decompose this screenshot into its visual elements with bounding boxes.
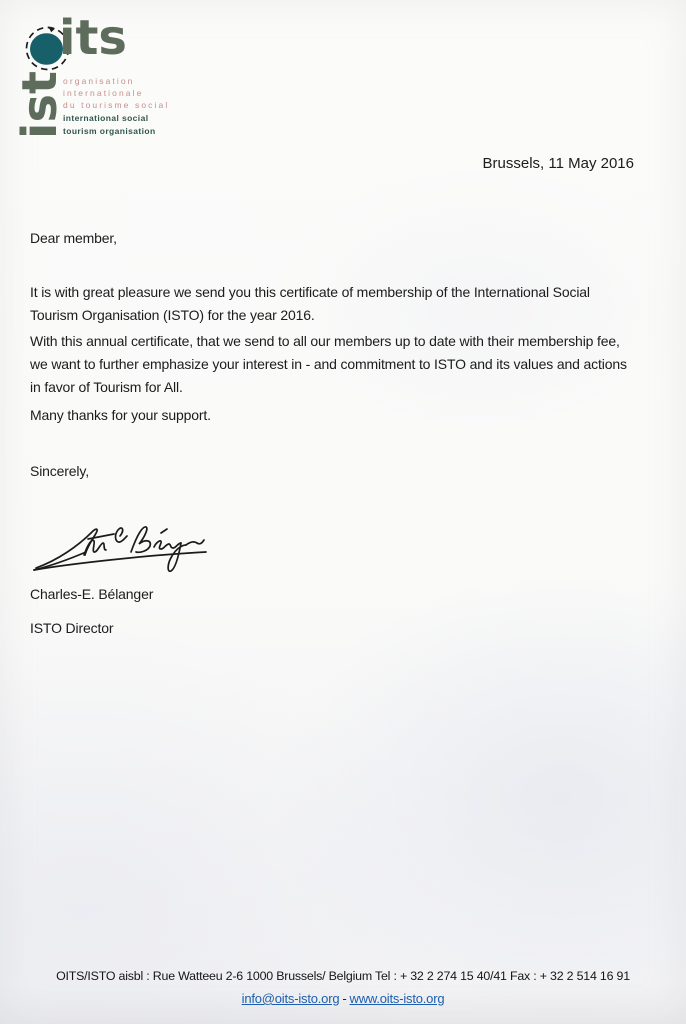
paragraph-line: Tourism Organisation (ISTO) for the year 2016. (30, 307, 315, 323)
paragraph-line: With this annual certificate, that we send to all our members up to date with their membership fee, (30, 333, 620, 349)
logo-tagline-fr-line: du tourisme social (63, 100, 170, 110)
paragraph-1 (30, 281, 590, 327)
paragraph-2 (30, 330, 627, 399)
closing (30, 460, 89, 483)
logo-text-its: its (59, 10, 127, 66)
footer-link-separator: - (342, 991, 347, 1006)
isto-logo (0, 0, 230, 150)
paragraph-line: Many thanks for your support. (30, 407, 211, 423)
closing-text: Sincerely, (30, 463, 89, 479)
footer-address-line: OITS/ISTO aisbl : Rue Watteeu 2-6 1000 Brussels/ Belgium Tel : + 32 2 274 15 40/41 Fax : + 32 2 514 16 91 (56, 969, 630, 983)
footer-email-link[interactable]: info@oits-isto.org (241, 991, 340, 1006)
signer-name-text: Charles-E. Bélanger (30, 586, 154, 602)
footer-links (0, 991, 686, 1006)
salutation (30, 227, 117, 250)
signer-name (30, 583, 153, 606)
logo-tagline-en-line: international social (63, 113, 149, 123)
logo-tagline-fr-line: organisation (63, 76, 135, 86)
logo-tagline-en-line: tourism organisation (63, 125, 156, 136)
logo-text-ist-vertical: ist (12, 71, 68, 139)
footer-website-link[interactable]: www.oits-isto.org (349, 991, 445, 1006)
date-line: Brussels, 11 May 2016 (482, 155, 634, 172)
salutation-text: Dear member, (30, 230, 117, 246)
paragraph-line: in favor of Tourism for All. (30, 379, 183, 395)
logo-tagline-french (63, 75, 169, 111)
logo-tagline-english (63, 112, 156, 137)
signer-title-text: ISTO Director (30, 620, 114, 636)
paragraph-line: It is with great pleasure we send you this certificate of membership of the International Social (30, 284, 590, 300)
signature-image (28, 502, 213, 582)
paragraph-3 (30, 404, 211, 427)
logo-tagline-fr-line: internationale (63, 88, 144, 98)
signer-title (30, 617, 113, 640)
paragraph-line: we want to further emphasize your interest in - and commitment to ISTO and its values and actions (30, 356, 627, 372)
